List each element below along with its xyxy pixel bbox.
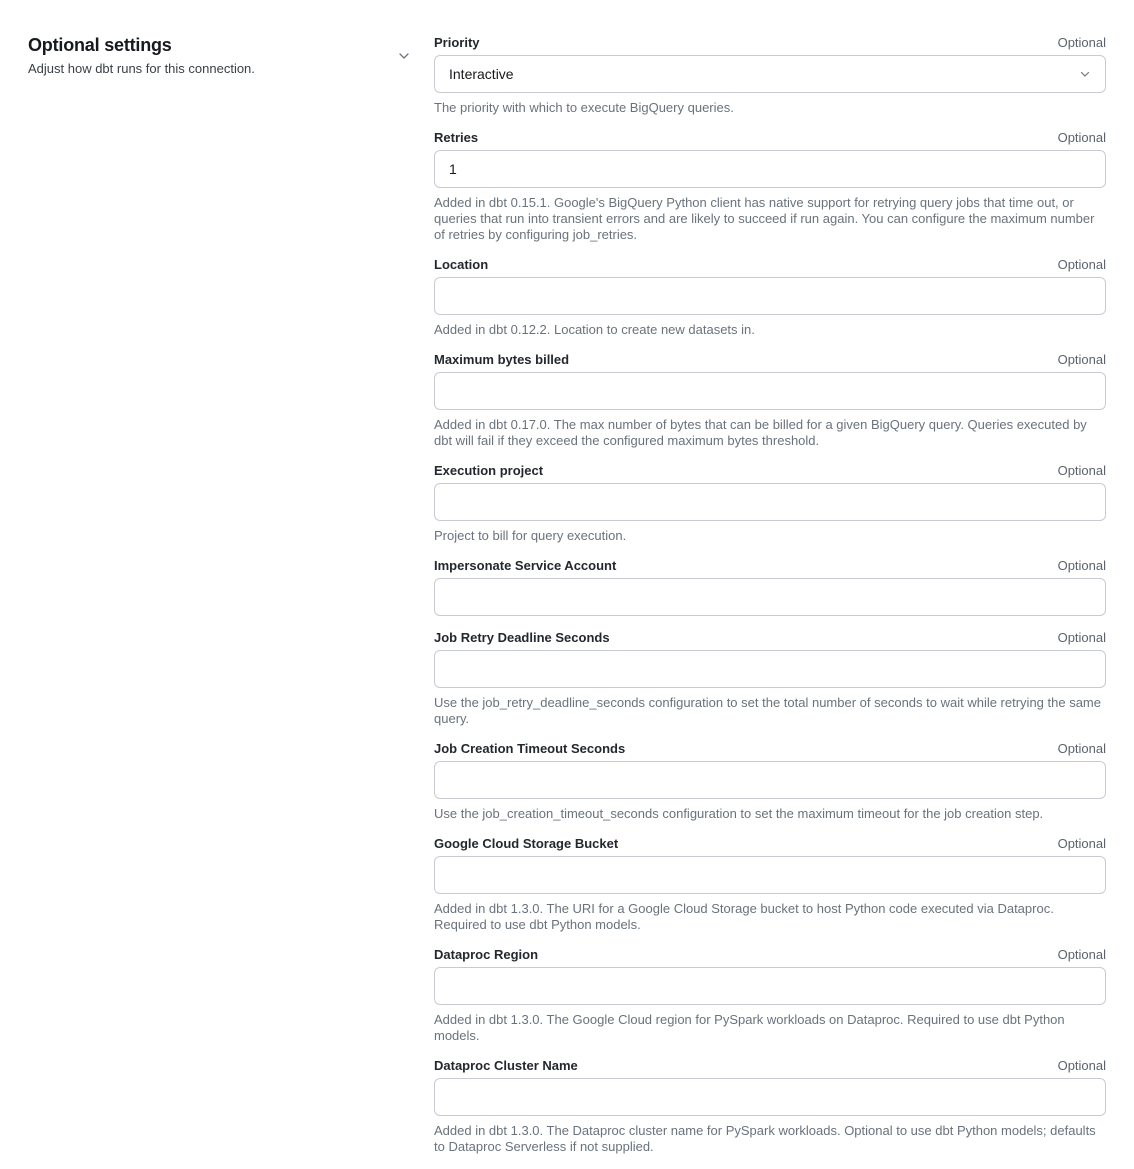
optional-badge: Optional [1057,558,1106,573]
location-input[interactable] [434,277,1106,315]
execution-project-label: Execution project [434,463,544,478]
optional-badge: Optional [1057,130,1106,145]
optional-badge: Optional [1057,741,1106,756]
field-location [434,257,1106,338]
dataproc-cluster-name-input[interactable] [434,1078,1106,1116]
field-execution-project [434,463,1106,544]
page-subtitle: Adjust how dbt runs for this connection. [28,61,255,76]
field-priority [434,35,1106,116]
job-retry-deadline-seconds-input[interactable] [434,650,1106,688]
location-help: Added in dbt 0.12.2. Location to create new datasets in. [434,322,755,337]
field-retries [434,130,1106,243]
google-cloud-storage-bucket-help: Added in dbt 1.3.0. The URI for a Google Cloud Storage bucket to host Python code executed via Dataproc. Required to use dbt Python models. [434,901,1054,932]
optional-badge: Optional [1057,836,1106,851]
location-label: Location [434,257,489,272]
optional-badge: Optional [1057,257,1106,272]
field-maximum-bytes-billed [434,352,1106,449]
maximum-bytes-billed-input[interactable] [434,372,1106,410]
dataproc-region-input[interactable] [434,967,1106,1005]
field-dataproc-cluster-name [434,1058,1106,1155]
field-head [434,947,1106,963]
dataproc-cluster-name-label: Dataproc Cluster Name [434,1058,578,1073]
field-head [434,558,1106,574]
job-creation-timeout-seconds-help: Use the job_creation_timeout_seconds configuration to set the maximum timeout for the job creation step. [434,806,1044,821]
section-header [28,34,378,77]
field-job-retry-deadline-seconds [434,630,1106,727]
retries-help: Added in dbt 0.15.1. Google's BigQuery Python client has native support for retrying query jobs that time out, or queries that run into transient errors and are likely to succeed if run again. You can configure the maximum number of retries by configuring job_retries. [434,195,1095,242]
dataproc-cluster-name-help: Added in dbt 1.3.0. The Dataproc cluster name for PySpark workloads. Optional to use dbt Python models; defaults to Dataproc Serverless if not supplied. [434,1123,1096,1154]
execution-project-input[interactable] [434,483,1106,521]
field-google-cloud-storage-bucket [434,836,1106,933]
optional-badge: Optional [1057,352,1106,367]
execution-project-help: Project to bill for query execution. [434,528,627,543]
collapse-section-button[interactable] [392,44,416,68]
dataproc-region-help: Added in dbt 1.3.0. The Google Cloud region for PySpark workloads on Dataproc. Required to use dbt Python models. [434,1012,1065,1043]
job-creation-timeout-seconds-input[interactable] [434,761,1106,799]
priority-label: Priority [434,35,480,50]
priority-select[interactable] [434,55,1106,93]
field-head [434,630,1106,646]
dataproc-region-label: Dataproc Region [434,947,539,962]
chevron-down-icon [1079,68,1091,80]
impersonate-service-account-input[interactable] [434,578,1106,616]
field-dataproc-region [434,947,1106,1044]
maximum-bytes-billed-label: Maximum bytes billed [434,352,570,367]
retries-input[interactable] [434,150,1106,188]
job-retry-deadline-seconds-label: Job Retry Deadline Seconds [434,630,610,645]
optional-badge: Optional [1057,35,1106,50]
optional-settings-form [434,35,1106,1169]
retries-label: Retries [434,130,479,145]
priority-select-value: Interactive [449,66,514,82]
google-cloud-storage-bucket-input[interactable] [434,856,1106,894]
page-title: Optional settings [28,35,172,55]
job-retry-deadline-seconds-help: Use the job_retry_deadline_seconds configuration to set the total number of seconds to wait while retrying the same query. [434,695,1101,726]
field-job-creation-timeout-seconds [434,741,1106,822]
job-creation-timeout-seconds-label: Job Creation Timeout Seconds [434,741,626,756]
priority-help: The priority with which to execute BigQuery queries. [434,100,734,115]
google-cloud-storage-bucket-label: Google Cloud Storage Bucket [434,836,619,851]
field-head [434,352,1106,368]
field-head [434,35,1106,51]
field-head [434,463,1106,479]
field-head [434,257,1106,273]
field-impersonate-service-account [434,558,1106,616]
optional-badge: Optional [1057,463,1106,478]
field-head [434,1058,1106,1074]
optional-badge: Optional [1057,630,1106,645]
maximum-bytes-billed-help: Added in dbt 0.17.0. The max number of bytes that can be billed for a given BigQuery query. Queries executed by dbt will fail if they exceed the configured maximum bytes threshold. [434,417,1087,448]
field-head [434,741,1106,757]
field-head [434,130,1106,146]
chevron-down-icon [397,49,411,63]
optional-badge: Optional [1057,1058,1106,1073]
impersonate-service-account-label: Impersonate Service Account [434,558,617,573]
field-head [434,836,1106,852]
optional-badge: Optional [1057,947,1106,962]
